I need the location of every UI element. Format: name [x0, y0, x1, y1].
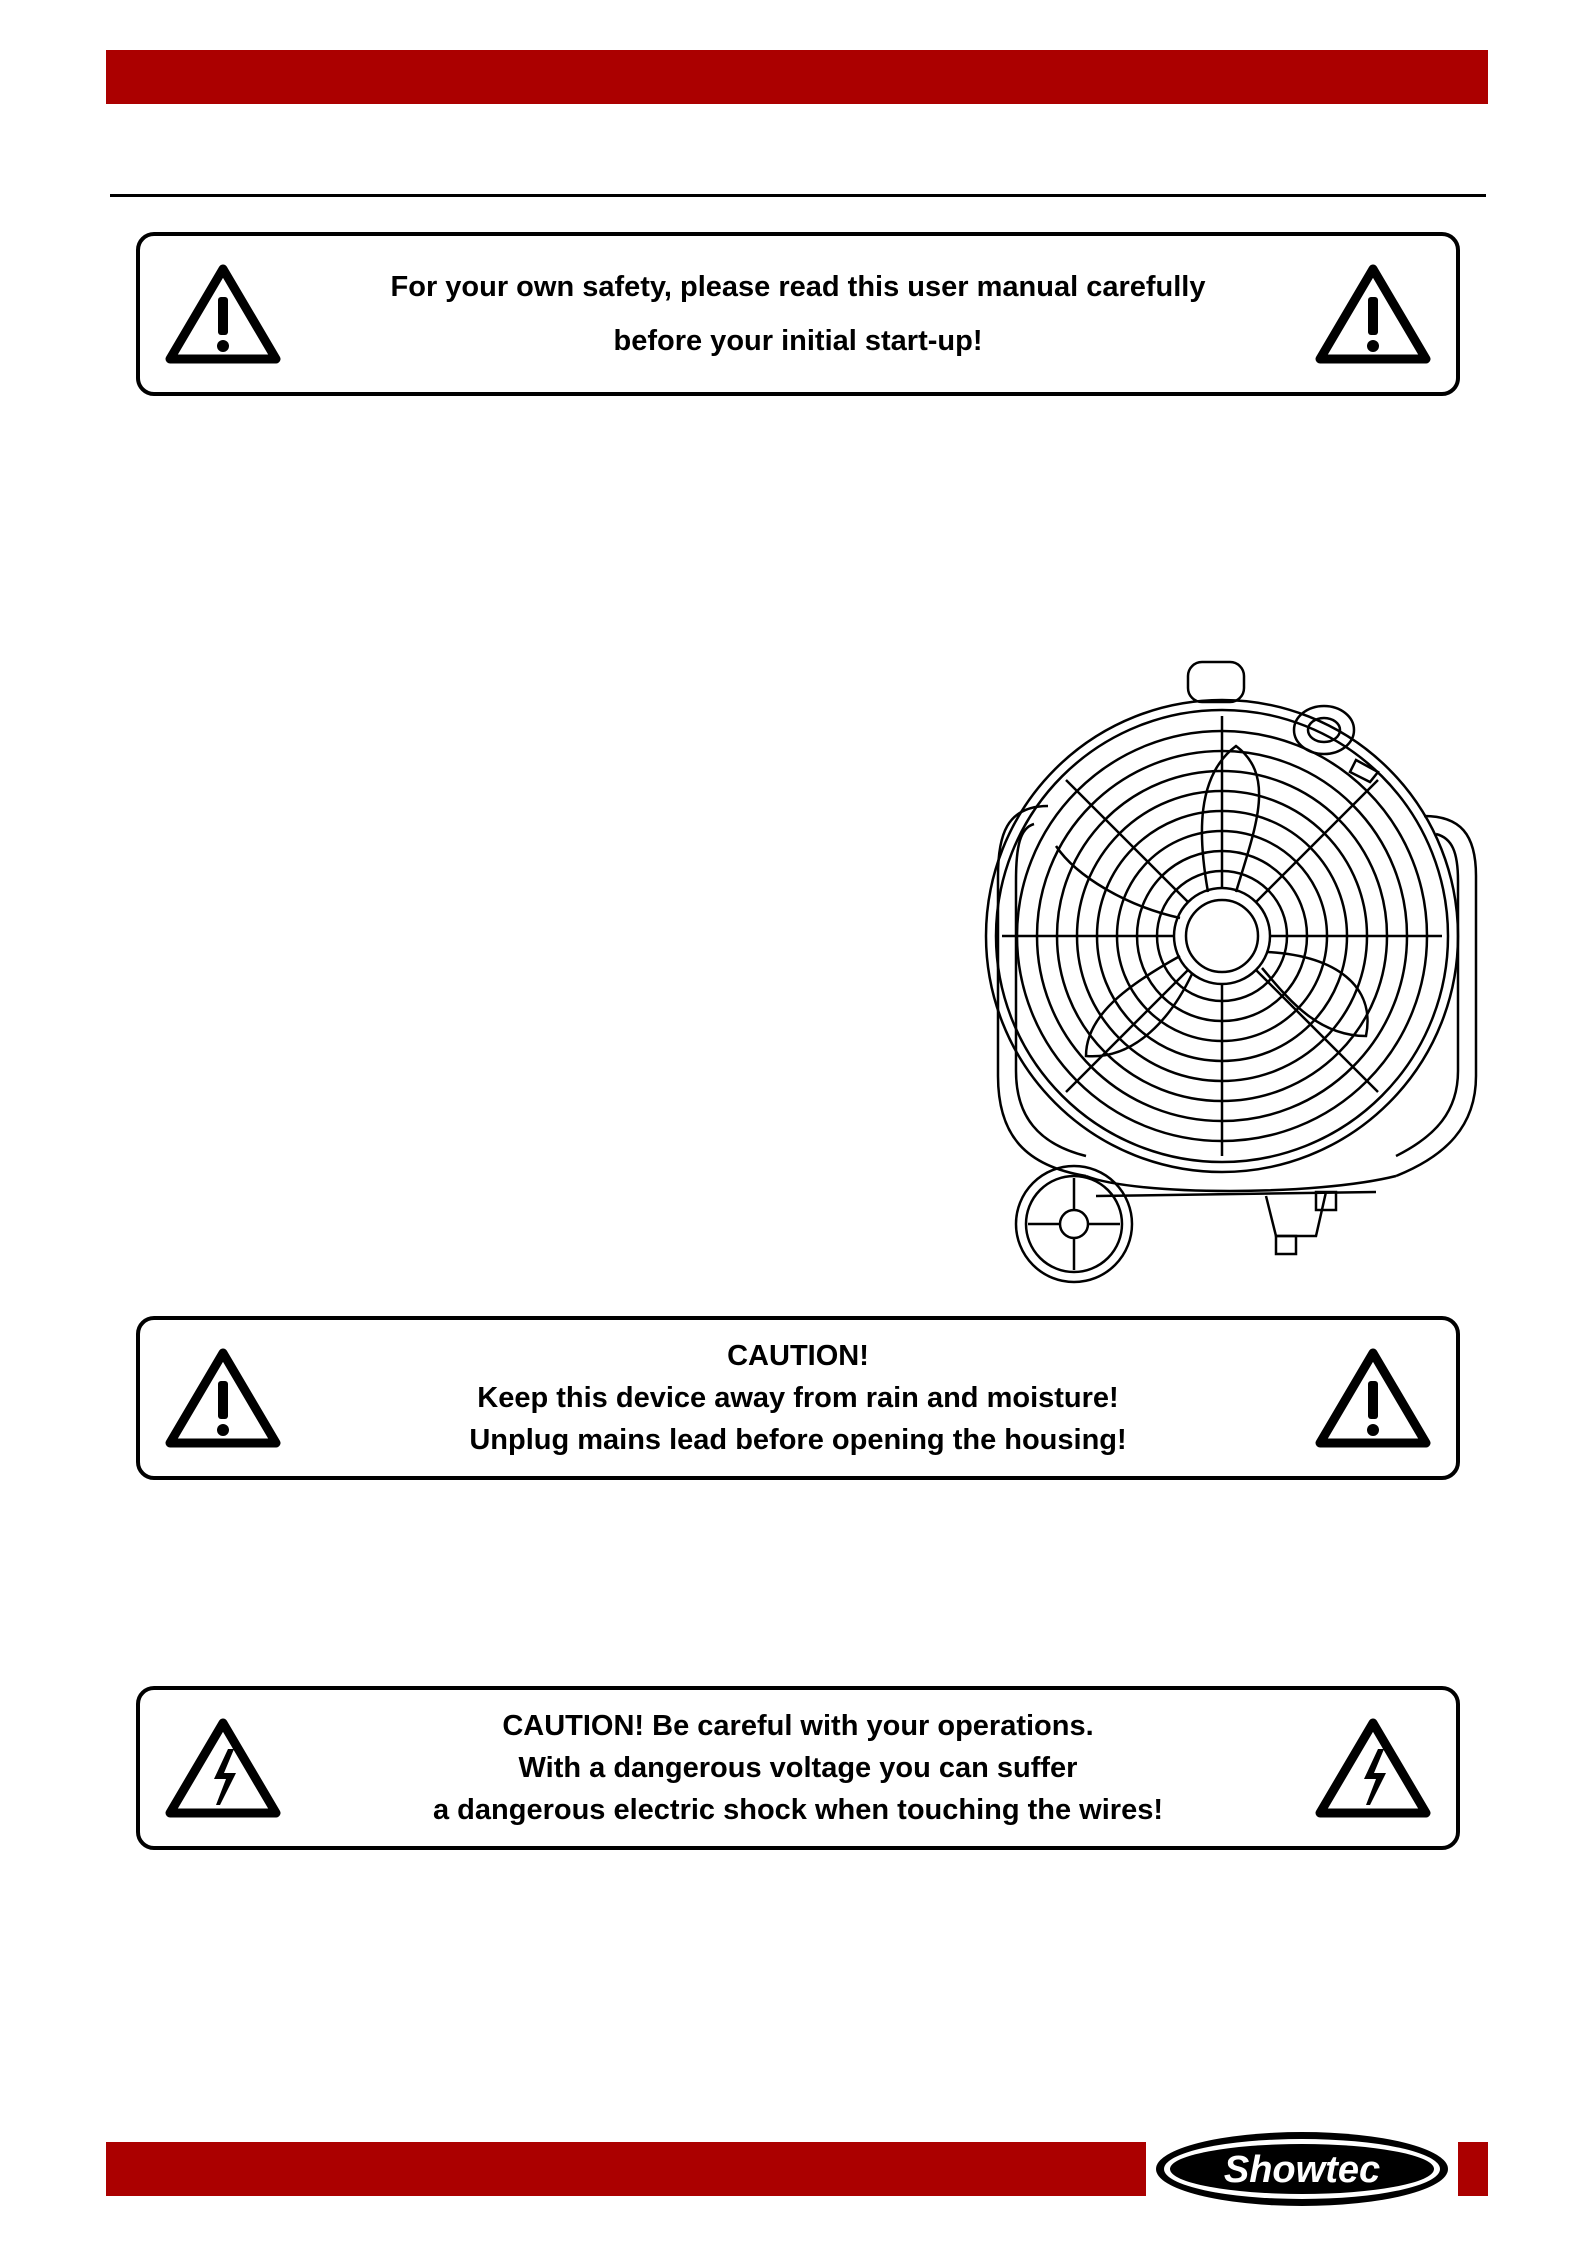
- logo-text: Showtec: [1223, 2149, 1381, 2191]
- warning-triangle-icon: [1312, 1345, 1434, 1451]
- safety-notice-line-1: For your own safety, please read this user manual carefully: [390, 271, 1206, 303]
- footer-bar-end: [1458, 2142, 1488, 2196]
- header-rule: [110, 194, 1486, 197]
- safety-notice-box: [136, 232, 1460, 396]
- caution-voltage-line-1: CAUTION! Be careful with your operations.: [502, 1710, 1094, 1742]
- caution-moisture-line-1: CAUTION!: [727, 1340, 869, 1372]
- caution-voltage-line-2: With a dangerous voltage you can suffer: [518, 1752, 1078, 1784]
- caution-moisture-line-2: Keep this device away from rain and moisture!: [477, 1382, 1119, 1414]
- caution-voltage-line-3: a dangerous electric shock when touching the wires!: [433, 1794, 1163, 1826]
- safety-notice-line-2: before your initial start-up!: [613, 325, 983, 357]
- fan-illustration: [936, 656, 1488, 1292]
- caution-moisture-box: [136, 1316, 1460, 1480]
- high-voltage-icon: [1312, 1715, 1434, 1821]
- warning-triangle-icon: [1312, 261, 1434, 367]
- header-bar: [106, 50, 1488, 104]
- footer-bar: [106, 2142, 1146, 2196]
- high-voltage-icon: [162, 1715, 284, 1821]
- showtec-logo: [1152, 2128, 1452, 2210]
- caution-voltage-box: [136, 1686, 1460, 1850]
- warning-triangle-icon: [162, 1345, 284, 1451]
- warning-triangle-icon: [162, 261, 284, 367]
- caution-moisture-line-3: Unplug mains lead before opening the housing!: [469, 1424, 1127, 1456]
